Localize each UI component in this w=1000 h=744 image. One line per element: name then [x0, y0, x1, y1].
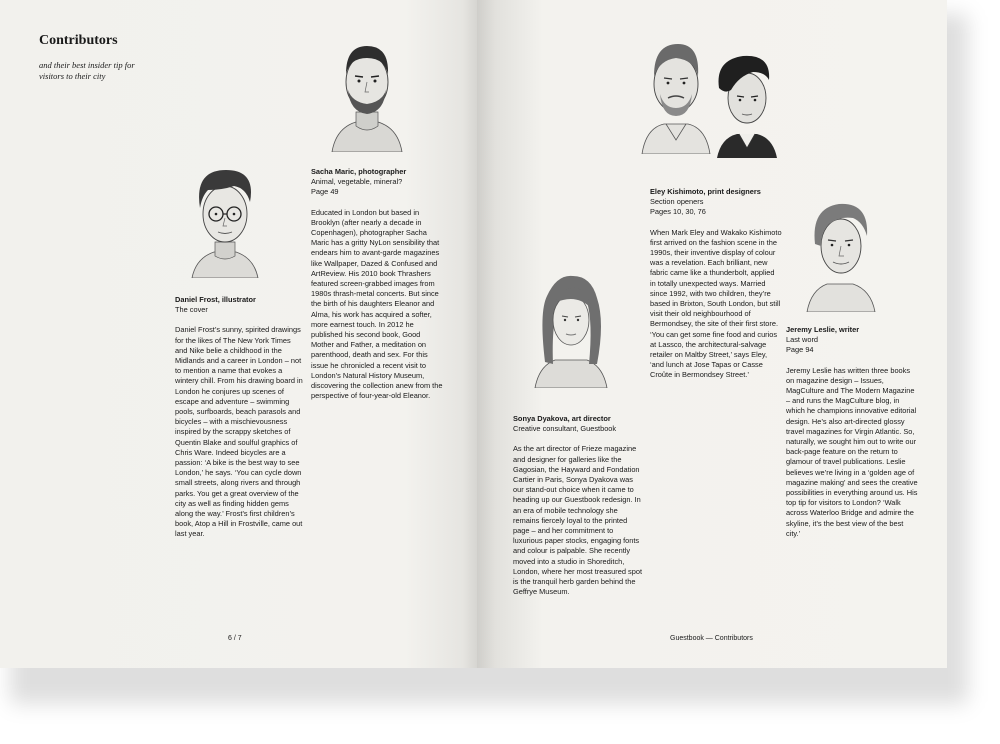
contributor-sacha-maric	[311, 167, 443, 401]
contributor-page: Page 49	[311, 187, 339, 197]
contributor-page: Page 94	[786, 345, 814, 355]
contributor-jeremy-leslie	[786, 325, 918, 539]
contributor-bio: As the art director of Frieze magazine and designer for galleries like the Gagosian, the Hayward and Fondation Cartier in Paris, Sonya Dyakova was our stand-out choice when it came to heading up our Guestbook redesign. In an era of mobile technology she remains fiercely loyal to the printed page – and her commitment to luxurious paper stocks, engaging fonts and colour is palpable. She recently moved into a studio in Shoreditch, London, where her most treasured spot is the tranquil herb garden behind the Geffrye Museum.	[513, 444, 643, 597]
contributor-section: Animal, vegetable, mineral?	[311, 177, 403, 187]
portrait-sacha-maric-icon	[326, 36, 408, 152]
folio-left: 6 / 7	[228, 635, 242, 642]
portrait-sonya-dyakova-icon	[533, 272, 609, 388]
contributor-section: Section openers	[650, 197, 704, 207]
contributor-eley-kishimoto	[650, 187, 782, 381]
contributor-name: Eley Kishimoto, print designers	[650, 187, 761, 196]
contributor-bio: Jeremy Leslie has written three books on magazine design – Issues, MagCulture and The Modern Magazine – and runs the MagCulture blog, in which he champions innovative editorial design. He’s also art-directed glossy travel magazines for Virgin Atlantic. So, naturally, we sought him out to write our back-page feature on the return to glamour of travel publications. Leslie believes we’re living in a ‘golden age of magazine making’ and sees the creative possibilities in everything around us. His top tip for visitors to London? ‘Walk across Waterloo Bridge and admire the skyline, it’s the best view of the best city.’	[786, 365, 918, 538]
contributor-bio: When Mark Eley and Wakako Kishimoto first arrived on the fashion scene in the 1990s, their inventive display of colour was a revelation. Each brilliant, new fabric came like a thunderbolt, applied in totally unexpected ways. Married since 1992, with two children, they’re based in Brixton, South London, but still visit their old neighbourhood of Bermondsey, the site of their first store. ‘You can get some fine food and curios at Lassco, the architectural-salvage retailer on Maltby Street,’ says Eley, ‘and lunch at Jose Tapas or Casse Croûte in Bermondsey Street.’	[650, 227, 782, 380]
contributor-name: Jeremy Leslie, writer	[786, 325, 860, 334]
portrait-mark-eley-icon	[640, 36, 712, 154]
page-title: Contributors	[39, 33, 118, 48]
contributor-page: Pages 10, 30, 76	[650, 207, 706, 217]
left-page	[0, 0, 477, 668]
contributor-section: Last word	[786, 335, 819, 345]
contributor-name: Sonya Dyakova, art director	[513, 414, 611, 423]
contributor-section: The cover	[175, 305, 208, 315]
contributor-section: Creative consultant, Guestbook	[513, 424, 617, 434]
page-subtitle: and their best insider tip for visitors to their city	[39, 60, 135, 81]
contributor-name: Sacha Maric, photographer	[311, 167, 407, 176]
contributor-bio: Daniel Frost’s sunny, spirited drawings for the likes of The New York Times and Nike belie a childhood in the Midlands and a career in London – not to mention a name that evokes a wintery chill. From his drawing board in London he conjures up scenes of escape and adventure – swimming pools, surfboards, beach parasols and bicycles – with a mischievousness inspired by the scrappy sketches of Quentin Blake and soulful graphics of Chris Ware. Indeed bicycles are a passion: ‘A bike is the best way to see London,’ he says. ‘You can cycle down small streets, along rivers and through parks. You get a great overview of the city as well as finding hidden gems along the way.’ Frost’s first children’s book, Atop a Hill in Frostville, came out last year.	[175, 325, 303, 539]
portrait-wakako-kishimoto-icon	[709, 52, 783, 158]
contributor-sonya-dyakova	[513, 414, 643, 597]
folio-right: Guestbook — Contributors	[670, 635, 753, 642]
portrait-daniel-frost-icon	[182, 162, 268, 278]
contributor-name: Daniel Frost, illustrator	[175, 295, 256, 304]
right-page	[477, 0, 947, 668]
contributor-bio: Educated in London but based in Brooklyn (after nearly a decade in Copenhagen), photographer Sacha Maric has a gritty NyLon sensibility that endears him to avant-garde magazines like Wallpaper, Dazed & Confused and ArtReview. His 2010 book Thrashers featured screen-grabbed images from 1980s thrash-metal concerts. But since the birth of his daughters Eleanor and Alma, his work has acquired a softer, more earnest touch. In 2012 he published his second book, Good Mother and Father, a meditation on parenthood, death and sex. For this issue he chronicled a recent visit to London’s Natural History Museum, discovering the collection anew from the perspective of four-year-old Eleanor.	[311, 207, 443, 401]
portrait-jeremy-leslie-icon	[803, 196, 879, 312]
contributor-daniel-frost	[175, 295, 303, 540]
